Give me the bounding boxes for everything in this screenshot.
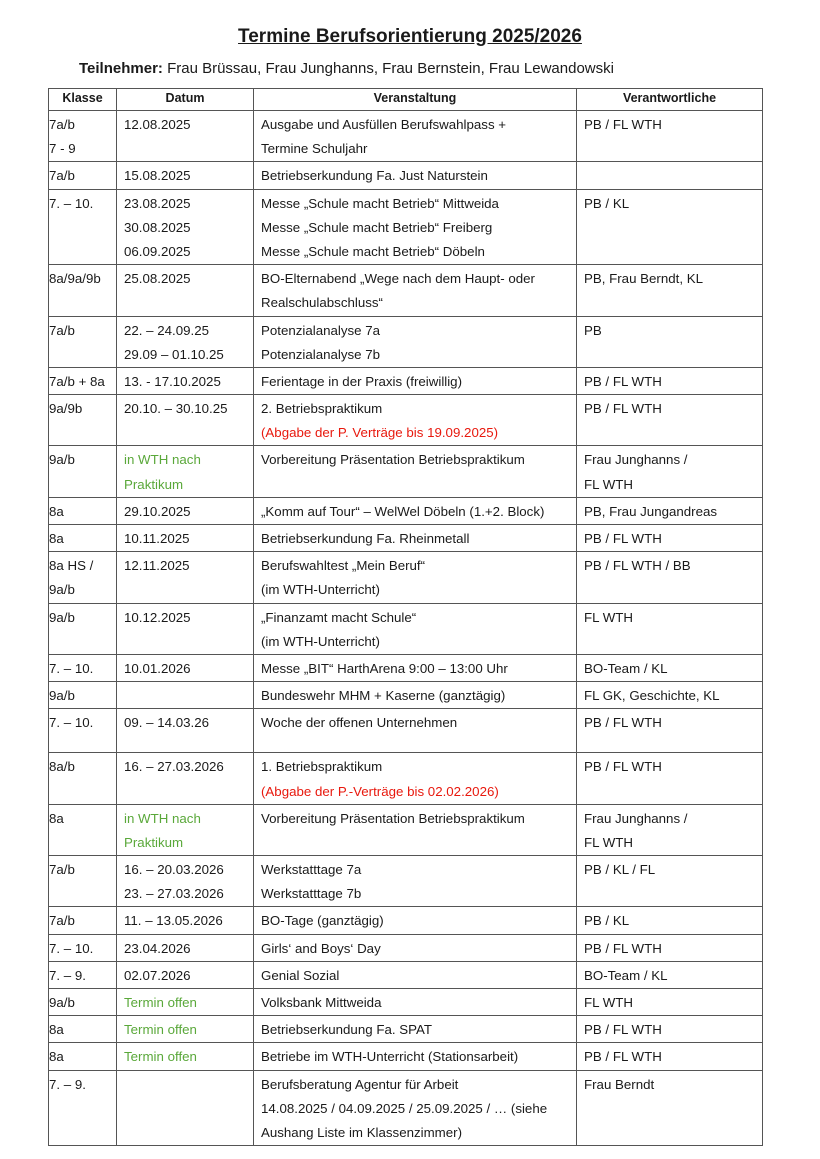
cell-veranstaltung <box>254 1016 577 1043</box>
table-row <box>49 709 763 753</box>
cell-datum <box>117 907 254 934</box>
cell-datum-line: 25.08.2025 <box>124 271 191 287</box>
table-row <box>49 367 763 394</box>
cell-klasse <box>49 682 117 709</box>
cell-datum-line: 23. – 27.03.2026 <box>124 886 224 902</box>
cell-datum-line: 10.12.2025 <box>124 609 191 625</box>
cell-verantwortliche <box>577 934 763 961</box>
cell-klasse-line: 8a <box>49 531 64 546</box>
cell-verantwortliche <box>577 961 763 988</box>
cell-veranstaltung-line: (im WTH-Unterricht) <box>261 582 380 598</box>
cell-veranstaltung <box>254 1070 577 1146</box>
cell-verantwortliche-line: PB / FL WTH <box>584 940 662 956</box>
cell-veranstaltung-line: Messe „Schule macht Betrieb“ Döbeln <box>261 243 485 259</box>
table-row <box>49 111 763 162</box>
cell-klasse <box>49 603 117 654</box>
cell-veranstaltung-line: Aushang Liste im Klassenzimmer) <box>261 1124 463 1140</box>
cell-veranstaltung-line: Betriebserkundung Fa. Rheinmetall <box>261 531 470 546</box>
cell-verantwortliche <box>577 709 763 753</box>
cell-klasse <box>49 1016 117 1043</box>
cell-datum <box>117 316 254 367</box>
header-verantwortliche: Verantwortliche <box>577 89 763 111</box>
cell-klasse <box>49 395 117 446</box>
participants-line <box>79 60 614 77</box>
cell-klasse-line: 8a HS / <box>49 558 94 574</box>
cell-datum-line: 06.09.2025 <box>124 243 191 259</box>
cell-klasse <box>49 1043 117 1070</box>
cell-datum-line: 16. – 27.03.2026 <box>124 759 224 775</box>
cell-verantwortliche <box>577 316 763 367</box>
cell-verantwortliche <box>577 1043 763 1070</box>
table-row <box>49 497 763 524</box>
cell-datum <box>117 989 254 1016</box>
cell-veranstaltung-line: 14.08.2025 / 04.09.2025 / 25.09.2025 / … (siehe <box>261 1100 548 1116</box>
cell-datum-line: in WTH nach <box>124 810 201 826</box>
cell-klasse-line: 8a <box>49 1022 64 1038</box>
schedule-table <box>48 88 763 1146</box>
cell-klasse-line: 7. – 10. <box>49 660 94 676</box>
cell-verantwortliche-line: Frau Junghanns / <box>584 452 688 468</box>
cell-datum-line: 20.10. – 30.10.25 <box>124 401 228 417</box>
cell-veranstaltung <box>254 189 577 265</box>
cell-verantwortliche <box>577 603 763 654</box>
cell-verantwortliche <box>577 1070 763 1146</box>
table-row <box>49 189 763 265</box>
cell-veranstaltung <box>254 989 577 1016</box>
cell-veranstaltung-line: Berufsberatung Agentur für Arbeit <box>261 1076 459 1092</box>
cell-veranstaltung <box>254 682 577 709</box>
cell-veranstaltung-line: 2. Betriebspraktikum <box>261 401 383 417</box>
cell-datum <box>117 934 254 961</box>
cell-klasse <box>49 753 117 804</box>
cell-klasse-line: 7a/b <box>49 322 75 338</box>
participants-label: Teilnehmer: <box>79 60 163 77</box>
table-row <box>49 525 763 552</box>
cell-datum-line <box>124 684 253 708</box>
table-row <box>49 961 763 988</box>
cell-veranstaltung-line: Potenzialanalyse 7a <box>261 322 381 338</box>
cell-veranstaltung-line: Bundeswehr MHM + Kaserne (ganztägig) <box>261 688 506 704</box>
cell-verantwortliche <box>577 989 763 1016</box>
cell-klasse-line: 7. – 9. <box>49 1076 86 1092</box>
cell-datum-line: 13. - 17.10.2025 <box>124 373 221 389</box>
cell-verantwortliche <box>577 856 763 907</box>
cell-klasse-line: 7a/b <box>49 168 75 184</box>
cell-klasse-line: 8a <box>49 1049 64 1065</box>
cell-verantwortliche <box>577 654 763 681</box>
cell-klasse-line: 9a/b <box>49 995 75 1010</box>
cell-klasse-line: 7a/b <box>49 862 75 878</box>
cell-veranstaltung-line: Termine Schuljahr <box>261 141 368 157</box>
cell-datum <box>117 525 254 552</box>
cell-veranstaltung-line: 1. Betriebspraktikum <box>261 759 383 775</box>
cell-klasse <box>49 934 117 961</box>
cell-veranstaltung-line: Werkstatttage 7a <box>261 862 362 878</box>
cell-datum-line: 15.08.2025 <box>124 168 191 184</box>
cell-klasse <box>49 961 117 988</box>
cell-verantwortliche-line: PB / FL WTH <box>584 117 662 132</box>
table-row <box>49 265 763 316</box>
cell-veranstaltung-line: Berufswahltest „Mein Beruf“ <box>261 558 426 574</box>
cell-klasse <box>49 162 117 189</box>
cell-klasse-line: 7a/b <box>49 117 75 132</box>
cell-klasse-line: 9a/b <box>49 688 75 704</box>
cell-veranstaltung-line: Genial Sozial <box>261 967 340 983</box>
cell-verantwortliche <box>577 446 763 497</box>
cell-veranstaltung-line: Messe „Schule macht Betrieb“ Freiberg <box>261 219 493 235</box>
cell-verantwortliche-line: Frau Junghanns / <box>584 810 688 826</box>
cell-datum <box>117 162 254 189</box>
cell-verantwortliche-line: Frau Berndt <box>584 1076 655 1092</box>
cell-verantwortliche-line: PB / FL WTH <box>584 531 662 546</box>
cell-datum <box>117 1043 254 1070</box>
cell-veranstaltung <box>254 856 577 907</box>
cell-verantwortliche-line: PB / KL <box>584 195 630 211</box>
cell-verantwortliche-line: FL GK, Geschichte, KL <box>584 688 720 704</box>
cell-verantwortliche <box>577 1016 763 1043</box>
cell-datum-line: 22. – 24.09.25 <box>124 322 210 338</box>
cell-klasse <box>49 525 117 552</box>
cell-klasse <box>49 367 117 394</box>
cell-klasse-line: 7. – 10. <box>49 715 94 731</box>
cell-verantwortliche-line: PB / FL WTH <box>584 373 662 389</box>
cell-datum-line: 09. – 14.03.26 <box>124 715 210 731</box>
cell-verantwortliche <box>577 367 763 394</box>
cell-klasse <box>49 654 117 681</box>
cell-klasse <box>49 497 117 524</box>
cell-verantwortliche <box>577 907 763 934</box>
participants-names: Frau Brüssau, Frau Junghanns, Frau Bernstein, Frau Lewandowski <box>162 60 614 77</box>
cell-verantwortliche <box>577 162 763 189</box>
cell-veranstaltung-line: Messe „BIT“ HarthArena 9:00 – 13:00 Uhr <box>261 660 508 676</box>
cell-verantwortliche-line: PB / FL WTH / BB <box>584 558 691 574</box>
cell-veranstaltung <box>254 525 577 552</box>
cell-verantwortliche-line: PB / FL WTH <box>584 1049 662 1065</box>
cell-datum <box>117 1070 254 1146</box>
table-row <box>49 552 763 603</box>
cell-datum <box>117 189 254 265</box>
table-row <box>49 856 763 907</box>
table-row <box>49 934 763 961</box>
cell-verantwortliche-line: PB / KL / FL <box>584 862 656 878</box>
table-row <box>49 162 763 189</box>
cell-veranstaltung <box>254 961 577 988</box>
cell-veranstaltung-line: Ferientage in der Praxis (freiwillig) <box>261 373 462 389</box>
cell-verantwortliche-line <box>584 164 762 188</box>
cell-veranstaltung <box>254 1043 577 1070</box>
cell-klasse-line: 9a/b <box>49 609 75 625</box>
cell-datum <box>117 603 254 654</box>
cell-veranstaltung-line: Vorbereitung Präsentation Betriebspraktikum <box>261 810 525 826</box>
cell-veranstaltung-line: Volksbank Mittweida <box>261 995 382 1010</box>
cell-veranstaltung <box>254 552 577 603</box>
cell-veranstaltung <box>254 162 577 189</box>
cell-klasse <box>49 1070 117 1146</box>
cell-klasse <box>49 804 117 855</box>
cell-datum-line: 10.11.2025 <box>124 531 190 546</box>
cell-datum <box>117 753 254 804</box>
cell-verantwortliche-line: PB / FL WTH <box>584 715 662 731</box>
table-row <box>49 603 763 654</box>
cell-klasse-line: 7. – 10. <box>49 195 94 211</box>
table-row <box>49 395 763 446</box>
cell-datum-line: 10.01.2026 <box>124 660 191 676</box>
cell-verantwortliche-line: FL WTH <box>584 476 633 492</box>
cell-datum <box>117 446 254 497</box>
cell-veranstaltung <box>254 111 577 162</box>
cell-veranstaltung-line: Betriebe im WTH-Unterricht (Stationsarbeit) <box>261 1049 519 1065</box>
cell-klasse <box>49 989 117 1016</box>
cell-verantwortliche-line: BO-Team / KL <box>584 660 668 676</box>
cell-verantwortliche-line: FL WTH <box>584 995 633 1010</box>
cell-veranstaltung <box>254 907 577 934</box>
cell-datum-line: 11. – 13.05.2026 <box>124 913 223 929</box>
cell-veranstaltung-line: Girls‘ and Boys‘ Day <box>261 940 381 956</box>
cell-veranstaltung-line: Potenzialanalyse 7b <box>261 346 381 362</box>
cell-datum-line: 29.10.2025 <box>124 503 191 519</box>
header-klasse: Klasse <box>49 89 117 111</box>
cell-veranstaltung-line: Werkstatttage 7b <box>261 886 362 902</box>
cell-klasse-line: 7a/b <box>49 913 75 929</box>
cell-verantwortliche-line: PB / FL WTH <box>584 1022 662 1038</box>
cell-veranstaltung-line: (Abgabe der P.-Verträge bis 02.02.2026) <box>261 783 499 799</box>
cell-verantwortliche <box>577 111 763 162</box>
cell-veranstaltung <box>254 446 577 497</box>
cell-veranstaltung-line: BO-Elternabend „Wege nach dem Haupt- oder <box>261 271 535 287</box>
cell-veranstaltung <box>254 934 577 961</box>
cell-datum-line <box>124 1073 253 1097</box>
cell-verantwortliche-line: PB, Frau Berndt, KL <box>584 271 703 287</box>
cell-klasse <box>49 856 117 907</box>
cell-klasse-line: 9a/9b <box>49 401 83 417</box>
cell-veranstaltung-line: (Abgabe der P. Verträge bis 19.09.2025) <box>261 425 499 441</box>
cell-verantwortliche <box>577 552 763 603</box>
cell-veranstaltung-line: Betriebserkundung Fa. Just Naturstein <box>261 168 488 184</box>
cell-datum-line: Termin offen <box>124 1049 197 1065</box>
cell-datum <box>117 804 254 855</box>
table-row <box>49 446 763 497</box>
cell-veranstaltung-line: (im WTH-Unterricht) <box>261 633 380 649</box>
cell-verantwortliche <box>577 753 763 804</box>
table-row <box>49 804 763 855</box>
cell-datum-line: 12.11.2025 <box>124 558 190 574</box>
cell-datum-line: 02.07.2026 <box>124 967 191 983</box>
cell-datum <box>117 961 254 988</box>
cell-verantwortliche-line: PB / FL WTH <box>584 759 662 775</box>
cell-veranstaltung-line: Betriebserkundung Fa. SPAT <box>261 1022 432 1038</box>
table-row <box>49 316 763 367</box>
cell-verantwortliche <box>577 525 763 552</box>
cell-datum <box>117 709 254 753</box>
cell-verantwortliche <box>577 497 763 524</box>
cell-verantwortliche-line: PB / KL <box>584 913 630 929</box>
cell-datum-line: Termin offen <box>124 1022 197 1038</box>
cell-veranstaltung-line: Messe „Schule macht Betrieb“ Mittweida <box>261 195 499 211</box>
cell-verantwortliche <box>577 189 763 265</box>
cell-veranstaltung <box>254 367 577 394</box>
cell-klasse <box>49 709 117 753</box>
cell-datum-line: 30.08.2025 <box>124 219 191 235</box>
cell-datum-line: in WTH nach <box>124 452 201 468</box>
cell-datum <box>117 682 254 709</box>
table-row <box>49 1070 763 1146</box>
table-row <box>49 1043 763 1070</box>
cell-datum-line: 12.08.2025 <box>124 117 191 132</box>
cell-veranstaltung-line: BO-Tage (ganztägig) <box>261 913 384 929</box>
cell-veranstaltung <box>254 804 577 855</box>
cell-klasse-line: 8a/b <box>49 759 75 775</box>
table-body <box>49 111 763 1146</box>
cell-verantwortliche <box>577 265 763 316</box>
cell-datum <box>117 654 254 681</box>
table-row <box>49 654 763 681</box>
cell-veranstaltung-line: „Komm auf Tour“ – WelWel Döbeln (1.+2. Block) <box>261 503 545 519</box>
page-title: Termine Berufsorientierung 2025/2026 <box>238 26 582 47</box>
table-row <box>49 907 763 934</box>
cell-klasse-line: 8a <box>49 810 64 826</box>
cell-datum-line: 29.09 – 01.10.25 <box>124 346 224 362</box>
cell-klasse-line: 9a/b <box>49 582 75 598</box>
header-datum: Datum <box>117 89 254 111</box>
cell-verantwortliche-line: PB <box>584 322 602 338</box>
cell-klasse-line: 7a/b + 8a <box>49 373 105 389</box>
cell-datum-line: 16. – 20.03.2026 <box>124 862 224 878</box>
cell-verantwortliche-line: BO-Team / KL <box>584 967 668 983</box>
cell-datum-line: 23.04.2026 <box>124 940 191 956</box>
cell-klasse-line: 8a <box>49 503 64 519</box>
cell-klasse <box>49 111 117 162</box>
header-veranstaltung: Veranstaltung <box>254 89 577 111</box>
cell-klasse-line: 9a/b <box>49 452 75 468</box>
table-row <box>49 989 763 1016</box>
cell-klasse-line: 7. – 10. <box>49 940 94 956</box>
cell-klasse <box>49 907 117 934</box>
cell-datum <box>117 367 254 394</box>
table-row <box>49 753 763 804</box>
cell-veranstaltung <box>254 654 577 681</box>
table-header-row <box>49 89 763 111</box>
cell-klasse <box>49 265 117 316</box>
cell-datum <box>117 1016 254 1043</box>
cell-veranstaltung-line: Ausgabe und Ausfüllen Berufswahlpass + <box>261 117 507 132</box>
cell-datum <box>117 395 254 446</box>
cell-klasse-line: 7. – 9. <box>49 967 86 983</box>
cell-veranstaltung <box>254 709 577 753</box>
cell-veranstaltung <box>254 265 577 316</box>
cell-klasse <box>49 552 117 603</box>
cell-veranstaltung <box>254 497 577 524</box>
cell-datum-line: Praktikum <box>124 834 184 850</box>
cell-veranstaltung-line: Vorbereitung Präsentation Betriebspraktikum <box>261 452 525 468</box>
cell-veranstaltung-line: Woche der offenen Unternehmen <box>261 715 458 731</box>
cell-veranstaltung-line: „Finanzamt macht Schule“ <box>261 609 417 625</box>
table-row <box>49 1016 763 1043</box>
cell-veranstaltung <box>254 603 577 654</box>
cell-datum <box>117 856 254 907</box>
cell-verantwortliche-line: PB, Frau Jungandreas <box>584 503 718 519</box>
cell-datum-line: Termin offen <box>124 995 197 1010</box>
cell-datum-line: 23.08.2025 <box>124 195 191 211</box>
cell-klasse <box>49 446 117 497</box>
cell-verantwortliche-line: PB / FL WTH <box>584 401 662 417</box>
cell-datum-line: Praktikum <box>124 476 184 492</box>
cell-verantwortliche-line: FL WTH <box>584 834 633 850</box>
cell-verantwortliche-line: FL WTH <box>584 609 633 625</box>
cell-veranstaltung-line: Realschulabschluss“ <box>261 295 383 311</box>
cell-verantwortliche <box>577 395 763 446</box>
cell-klasse-line: 7 - 9 <box>49 141 76 157</box>
cell-datum <box>117 497 254 524</box>
cell-verantwortliche <box>577 804 763 855</box>
cell-datum <box>117 111 254 162</box>
cell-datum <box>117 265 254 316</box>
cell-verantwortliche <box>577 682 763 709</box>
cell-datum <box>117 552 254 603</box>
table-row <box>49 682 763 709</box>
cell-klasse <box>49 316 117 367</box>
cell-veranstaltung <box>254 753 577 804</box>
cell-veranstaltung <box>254 395 577 446</box>
cell-veranstaltung <box>254 316 577 367</box>
cell-klasse <box>49 189 117 265</box>
cell-klasse-line: 8a/9a/9b <box>49 271 101 287</box>
